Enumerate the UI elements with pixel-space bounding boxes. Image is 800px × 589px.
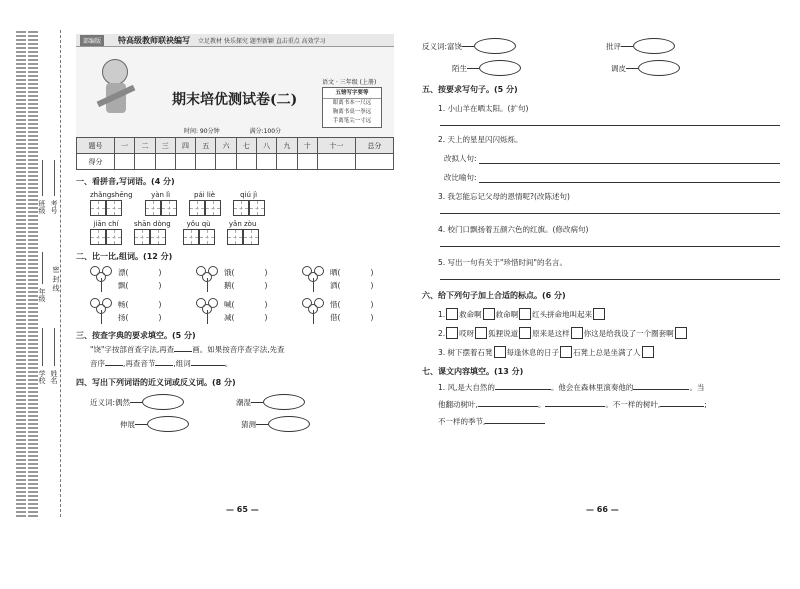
pinyin-text: shān dòng xyxy=(134,220,171,228)
fill-blank[interactable] xyxy=(485,423,545,424)
char-box[interactable] xyxy=(199,229,215,245)
synonym-word: 伸展 xyxy=(120,419,135,429)
left-page xyxy=(76,34,394,432)
punct-box[interactable] xyxy=(642,346,654,358)
punct-box[interactable] xyxy=(675,327,687,339)
dict-text: ,再查音节 xyxy=(123,359,156,368)
compare-item xyxy=(196,298,302,324)
question-text: 1. 小山羊在晒太阳。(扩句) xyxy=(438,104,529,113)
punct-box[interactable] xyxy=(483,308,495,320)
compare-char: 晒( xyxy=(330,268,341,277)
compare-char: 鹅( xyxy=(224,281,235,290)
compare-char: 减( xyxy=(224,313,235,322)
punctuation-sentence xyxy=(438,308,780,320)
compare-close: ) xyxy=(158,300,162,309)
answer-cloud[interactable] xyxy=(474,38,516,54)
score-header: 八 xyxy=(257,138,277,154)
score-cell[interactable] xyxy=(216,154,236,170)
antonym-row xyxy=(452,60,780,76)
synonym-word: 偶然 xyxy=(115,397,131,407)
slogan-text: 立足教材 快乐探究 题型新颖 直击重点 高效学习 xyxy=(198,37,326,45)
score-cell[interactable] xyxy=(196,154,216,170)
compare-item xyxy=(302,266,408,292)
flower-icon xyxy=(90,298,114,324)
passage-text: 。当 xyxy=(689,383,705,392)
score-cell[interactable] xyxy=(297,154,317,170)
compare-close: ) xyxy=(264,313,268,322)
motto-line: 眼离书本一尺远 xyxy=(332,100,372,106)
answer-cloud[interactable] xyxy=(633,38,675,54)
compare-item xyxy=(90,298,196,324)
pinyin-text: zhǎngshēng xyxy=(90,191,133,199)
seal-line xyxy=(60,30,61,517)
header-banner xyxy=(76,34,394,47)
punct-box[interactable] xyxy=(475,327,487,339)
dict-blank[interactable] xyxy=(155,365,173,366)
score-header: 一 xyxy=(115,138,135,154)
score-cell[interactable] xyxy=(135,154,155,170)
dict-text: 画。如果按音序查字法,先查 xyxy=(192,345,285,354)
synonym-word: 潮湿 xyxy=(236,397,252,407)
sentence-part: 救命啊 xyxy=(495,309,519,319)
char-box[interactable] xyxy=(90,200,106,216)
score-header: 九 xyxy=(277,138,297,154)
score-header: 四 xyxy=(175,138,195,154)
answer-cloud[interactable] xyxy=(263,394,305,410)
score-label: 满分:100分 xyxy=(249,128,282,135)
score-cell[interactable] xyxy=(115,154,135,170)
punct-box[interactable] xyxy=(446,308,458,320)
compare-char: 漂( xyxy=(118,268,129,277)
pinyin-text: yǎn zòu xyxy=(228,220,257,228)
antonym-word: 陌生 xyxy=(452,63,467,73)
pinyin-group xyxy=(134,220,171,245)
page-title: 期末培优测试卷(二) xyxy=(172,92,298,108)
compare-char: 惜( xyxy=(330,300,341,309)
compare-item xyxy=(90,266,196,292)
school-field-line xyxy=(42,328,43,366)
compare-char: 畅( xyxy=(118,300,129,309)
score-cell[interactable] xyxy=(277,154,297,170)
pinyin-text: yàn lì xyxy=(151,191,171,199)
pinyin-group xyxy=(189,191,221,216)
pinyin-row xyxy=(90,191,394,216)
score-header: 题号 xyxy=(77,138,115,154)
sub-question xyxy=(444,172,780,183)
compare-close: ) xyxy=(158,268,162,277)
dict-text: 音序 xyxy=(90,359,105,368)
sentence-part: 狐狸说道 xyxy=(488,328,519,338)
antonym-word: 批评 xyxy=(606,41,622,51)
answer-line[interactable] xyxy=(479,172,780,183)
char-box[interactable] xyxy=(183,229,199,245)
char-box[interactable] xyxy=(106,229,122,245)
sub-label: 改拟人句: xyxy=(444,154,477,163)
char-box[interactable] xyxy=(161,200,177,216)
antonym-word: 富饶 xyxy=(447,41,463,51)
writing-motto-box xyxy=(322,87,382,128)
score-header: 六 xyxy=(216,138,236,154)
score-header: 总分 xyxy=(355,138,393,154)
class-field-label: 班级 xyxy=(38,200,46,214)
fill-blank[interactable] xyxy=(660,406,704,407)
answer-cloud[interactable] xyxy=(479,60,521,76)
score-header: 三 xyxy=(155,138,175,154)
char-box[interactable] xyxy=(227,229,243,245)
compare-close: ) xyxy=(264,281,268,290)
dict-blank[interactable] xyxy=(174,351,192,352)
punct-box[interactable] xyxy=(494,346,506,358)
punct-box[interactable] xyxy=(571,327,583,339)
char-box[interactable] xyxy=(249,200,265,216)
flower-icon xyxy=(90,266,114,292)
pinyin-group xyxy=(90,191,133,216)
compare-item xyxy=(302,298,408,324)
punct-box[interactable] xyxy=(560,346,572,358)
char-box[interactable] xyxy=(205,200,221,216)
binding-margin xyxy=(16,30,74,517)
pinyin-group xyxy=(145,191,177,216)
passage-text: 。不一样的树叶, xyxy=(605,400,661,409)
answer-line[interactable] xyxy=(440,235,780,247)
punct-box[interactable] xyxy=(446,327,458,339)
page-number-right: — 66 — xyxy=(586,505,619,514)
answer-cloud[interactable] xyxy=(147,416,189,432)
page-number-left: — 65 — xyxy=(226,505,259,514)
right-page xyxy=(422,36,780,430)
score-header: 十一 xyxy=(317,138,355,154)
char-box[interactable] xyxy=(134,229,150,245)
score-header: 五 xyxy=(196,138,216,154)
char-box[interactable] xyxy=(233,200,249,216)
score-cell[interactable] xyxy=(236,154,256,170)
answer-cloud[interactable] xyxy=(638,60,680,76)
sentence-part: 2. xyxy=(438,328,446,338)
passage-text: ; xyxy=(704,400,707,409)
compare-close: ) xyxy=(370,268,374,277)
score-table xyxy=(76,137,394,170)
synonym-row xyxy=(120,416,394,432)
score-cell[interactable] xyxy=(355,154,393,170)
char-box[interactable] xyxy=(150,229,166,245)
compare-close: ) xyxy=(370,313,374,322)
sub-label: 改比喻句: xyxy=(444,173,477,182)
motto-line: 胸离书桌一拳远 xyxy=(332,109,372,115)
fill-blank[interactable] xyxy=(633,389,689,390)
pinyin-text: yǒu qù xyxy=(186,220,211,228)
section-2-title: 二、比一比,组词。(12 分) xyxy=(76,252,173,261)
grade-field-label: 年级 xyxy=(38,288,46,302)
fill-blank[interactable] xyxy=(545,406,605,407)
sentence-part: 1. xyxy=(438,309,446,319)
pinyin-text: jiān chí xyxy=(93,220,119,228)
score-cell[interactable] xyxy=(317,154,355,170)
section-1-title: 一、看拼音,写词语。(4 分) xyxy=(76,177,175,186)
question-text: 5. 写出一句有关于"珍惜时间"的名言。 xyxy=(438,258,567,267)
compare-item xyxy=(196,266,302,292)
score-cell[interactable] xyxy=(155,154,175,170)
flower-icon xyxy=(196,266,220,292)
score-row-label: 得分 xyxy=(77,154,115,170)
punct-box[interactable] xyxy=(593,308,605,320)
antonym-label: 反义词: xyxy=(422,41,448,51)
char-box[interactable] xyxy=(90,229,106,245)
char-box[interactable] xyxy=(243,229,259,245)
sentence-part: 原来是这样 xyxy=(532,328,570,338)
synonym-label: 近义词: xyxy=(90,397,116,407)
sentence-part: 哎呀 xyxy=(459,328,475,338)
compare-char: 飘( xyxy=(118,281,129,290)
brand-text: 特高级教师联袂编写 xyxy=(118,35,191,45)
pinyin-group xyxy=(90,220,122,245)
class-field-line xyxy=(42,160,43,196)
fill-blank[interactable] xyxy=(478,406,538,407)
passage-text: 不一样的季节, xyxy=(438,417,486,426)
sentence-part: 救命啊 xyxy=(459,309,482,319)
score-header: 七 xyxy=(236,138,256,154)
pinyin-group xyxy=(183,220,215,245)
compare-close: ) xyxy=(264,300,268,309)
sentence-part: 红头拼命地叫起来 xyxy=(532,309,593,319)
compare-char: 饿( xyxy=(224,268,235,277)
sentence-part: 你这是给我设了一个圈套啊 xyxy=(583,328,674,338)
question-text: 4. 校门口飘扬着五颜六色的红旗。(修改病句) xyxy=(438,225,589,234)
compare-close: ) xyxy=(158,313,162,322)
answer-cloud[interactable] xyxy=(268,416,310,432)
passage-text: 他翻动树叶, xyxy=(438,400,478,409)
score-header: 二 xyxy=(135,138,155,154)
sentence-part: 每逢休息的日子 xyxy=(506,347,560,357)
section-4-title: 四、写出下列词语的近义词或反义词。(8 分) xyxy=(76,378,236,387)
exam-number-line xyxy=(54,160,55,196)
pinyin-text: qiú jì xyxy=(240,191,258,199)
score-cell[interactable] xyxy=(257,154,277,170)
title-block xyxy=(76,47,394,137)
grade-label: 语文 · 三年级 (上册) xyxy=(322,79,377,86)
compare-close: ) xyxy=(370,300,374,309)
compare-char: 借( xyxy=(330,313,341,322)
compare-char: 喊( xyxy=(224,300,235,309)
synonym-row xyxy=(90,394,394,410)
time-label: 时间: 90分钟 xyxy=(184,128,220,135)
margin-stripe xyxy=(28,30,38,517)
char-box[interactable] xyxy=(145,200,161,216)
answer-cloud[interactable] xyxy=(142,394,184,410)
answer-line[interactable] xyxy=(440,202,780,214)
punct-box[interactable] xyxy=(519,327,531,339)
dict-text: ,组词 xyxy=(173,359,191,368)
section-5-title: 五、按要求写句子。(5 分) xyxy=(422,85,518,94)
compare-char: 洒( xyxy=(330,281,341,290)
section-3-title: 三、按查字典的要求填空。(5 分) xyxy=(76,331,196,340)
char-box[interactable] xyxy=(189,200,205,216)
exam-meta xyxy=(184,126,281,135)
dictionary-question: "饶"字按部首查字法,再查 画。如果按音序查字法,先查 音序 ,再查音节 ,组词 。 xyxy=(90,345,285,368)
section-7-title: 七、课文内容填空。(13 分) xyxy=(422,367,524,376)
synonym-word: 猜测 xyxy=(241,419,256,429)
exam-number-label: 考号 xyxy=(50,200,58,214)
name-field-label: 姓名 xyxy=(50,370,58,384)
compare-char: 扬( xyxy=(118,313,129,322)
answer-line[interactable] xyxy=(479,153,780,164)
school-field-label: 学校 xyxy=(38,370,46,384)
grade-field-line xyxy=(42,252,43,284)
pinyin-text: pái liè xyxy=(194,191,216,199)
compare-close: ) xyxy=(158,281,162,290)
motto-line: 手离笔尖一寸远 xyxy=(332,118,372,124)
sub-question xyxy=(444,153,780,164)
dict-blank[interactable] xyxy=(105,365,123,366)
dict-blank[interactable] xyxy=(191,365,225,366)
motto-title: 五镑写字要等 xyxy=(323,89,381,99)
passage-text: 。他会在森林里演奏他的 xyxy=(550,383,634,392)
pinyin-group xyxy=(233,191,265,216)
pinyin-group xyxy=(227,220,259,245)
punctuation-sentence xyxy=(438,327,780,339)
compare-grid xyxy=(90,266,394,324)
compare-close: ) xyxy=(370,281,374,290)
flower-icon xyxy=(302,266,326,292)
compare-close: ) xyxy=(264,268,268,277)
punct-box[interactable] xyxy=(519,308,531,320)
seal-line-label: 密 封 线 xyxy=(52,266,60,292)
margin-stripe xyxy=(16,30,26,517)
section-6-title: 六、给下列句子加上合适的标点。(6 分) xyxy=(422,291,566,300)
flower-icon xyxy=(196,298,220,324)
answer-line[interactable] xyxy=(440,114,780,126)
antonym-row xyxy=(422,38,780,54)
passage-text: 1. 风,是大自然的 xyxy=(438,383,495,392)
sentence-part: 石凳上总是坐满了人 xyxy=(573,347,641,357)
pinyin-row xyxy=(90,220,394,245)
answer-line[interactable] xyxy=(440,268,780,280)
dict-text: "饶"字按部首查字法,再查 xyxy=(90,345,175,354)
score-header: 十 xyxy=(297,138,317,154)
mascot-icon xyxy=(96,59,138,119)
fill-blank[interactable] xyxy=(495,389,551,390)
sentence-part: 3. 树下摆着石凳 xyxy=(438,347,493,357)
char-box[interactable] xyxy=(106,200,122,216)
question-text: 3. 我怎能忘记父母的恩情呢?(改陈述句) xyxy=(438,192,570,201)
punctuation-sentence xyxy=(438,346,780,358)
score-cell[interactable] xyxy=(175,154,195,170)
passage-text: 。 xyxy=(537,400,546,409)
name-field-line xyxy=(54,328,55,366)
flower-icon xyxy=(302,298,326,324)
antonym-word: 调皮 xyxy=(611,63,626,73)
edition-tag: 部编版 xyxy=(80,35,104,46)
fill-in-passage xyxy=(438,379,780,430)
question-text: 2. 天上的星星闪闪烁烁。 xyxy=(438,135,523,144)
